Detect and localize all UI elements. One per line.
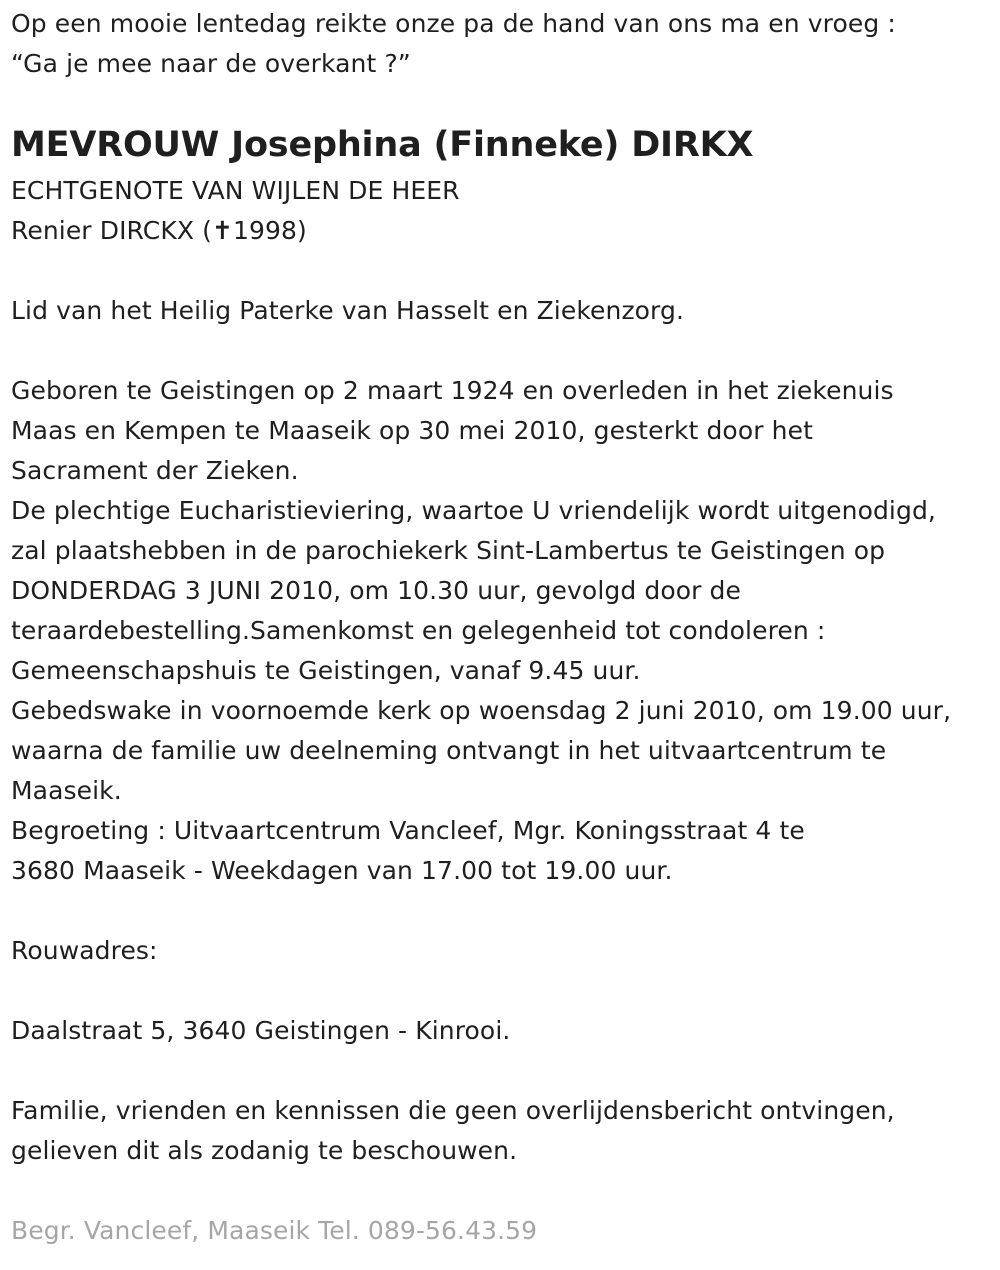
spacer xyxy=(11,891,991,931)
intro-line-2: “Ga je mee naar de overkant ?” xyxy=(11,49,411,78)
body-line: Gemeenschapshuis te Geistingen, vanaf 9.45 uur. xyxy=(11,656,641,685)
body-line: Maas en Kempen te Maaseik op 30 mei 2010, gesterkt door het xyxy=(11,416,813,445)
body-line: Gebedswake in voornoemde kerk op woensdag 2 juni 2010, om 19.00 uur, xyxy=(11,696,952,725)
closing-line-2: gelieven dit als zodanig te beschouwen. xyxy=(11,1136,518,1165)
obituary-notice xyxy=(11,4,991,1251)
deceased-name: MEVROUW Josephina (Finneke) DIRKX xyxy=(11,125,754,165)
body-line: teraardebestelling.Samenkomst en gelegenheid tot condoleren : xyxy=(11,616,826,645)
mourning-address-label: Rouwadres: xyxy=(11,936,158,965)
spouse-name: Renier DIRCKX (✝1998) xyxy=(11,216,307,245)
body-line: Geboren te Geistingen op 2 maart 1924 en overleden in het ziekenuis xyxy=(11,376,894,405)
spacer xyxy=(11,971,991,1011)
spacer xyxy=(11,331,991,371)
spacer xyxy=(11,1051,991,1091)
spacer xyxy=(11,1171,991,1211)
membership-text: Lid van het Heilig Paterke van Hasselt en Ziekenzorg. xyxy=(11,296,685,325)
funeral-home-footer: Begr. Vancleef, Maaseik Tel. 089-56.43.59 xyxy=(11,1216,538,1245)
closing-line-1: Familie, vrienden en kennissen die geen overlijdensbericht ontvingen, xyxy=(11,1096,895,1125)
body-line: waarna de familie uw deelneming ontvangt in het uitvaartcentrum te xyxy=(11,736,887,765)
body-line: zal plaatshebben in de parochiekerk Sint-Lambertus te Geistingen op xyxy=(11,536,886,565)
body-line: 3680 Maaseik - Weekdagen van 17.00 tot 19.00 uur. xyxy=(11,856,673,885)
mourning-address: Daalstraat 5, 3640 Geistingen - Kinrooi. xyxy=(11,1016,511,1045)
body-line: Begroeting : Uitvaartcentrum Vancleef, Mgr. Koningsstraat 4 te xyxy=(11,816,805,845)
spacer xyxy=(11,251,991,291)
body-line: De plechtige Eucharistieviering, waartoe U vriendelijk wordt uitgenodigd, xyxy=(11,496,936,525)
body-line: Sacrament der Zieken. xyxy=(11,456,299,485)
body-line: DONDERDAG 3 JUNI 2010, om 10.30 uur, gevolgd door de xyxy=(11,576,741,605)
spouse-label: ECHTGENOTE VAN WIJLEN DE HEER xyxy=(11,176,460,205)
body-line: Maaseik. xyxy=(11,776,122,805)
intro-line-1: Op een mooie lentedag reikte onze pa de hand van ons ma en vroeg : xyxy=(11,9,896,38)
